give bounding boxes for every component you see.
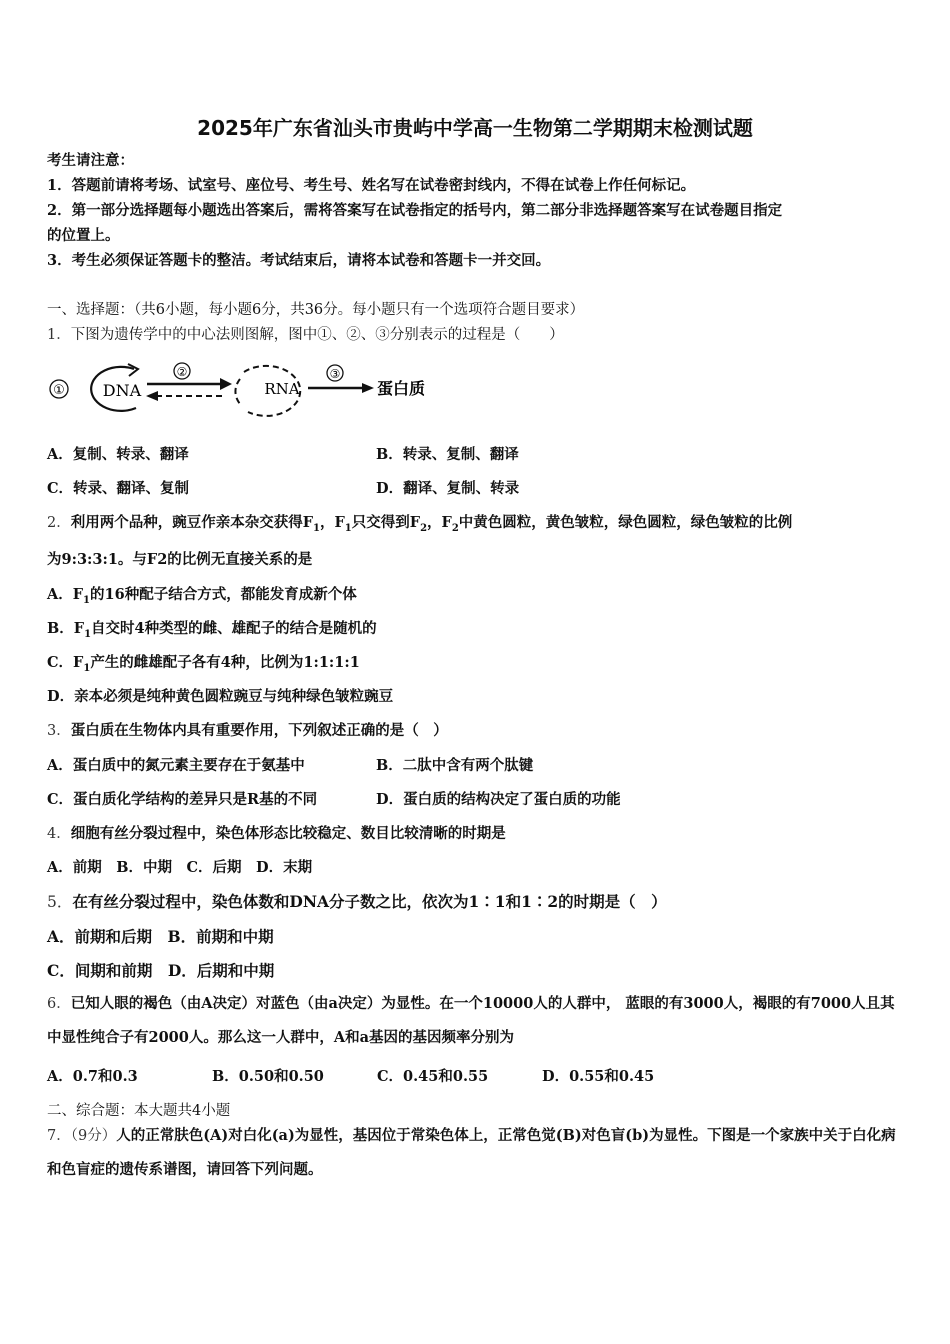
notice-item-2: 2．第一部分选择题每小题选出答案后，需将答案写在试卷指定的括号内，第二部分非选择题答案写在试卷题目指定 — [47, 202, 783, 219]
question-number: 1． — [47, 327, 71, 343]
process-3-label: ③ — [329, 367, 341, 381]
q2-subscript: 1 — [344, 522, 352, 534]
question-4 — [47, 824, 506, 844]
process-2-label: ② — [176, 365, 188, 379]
replication-arrowhead — [128, 364, 138, 376]
question-1 — [47, 325, 564, 345]
translation-arrowhead — [362, 383, 374, 393]
question-score: （9分） — [70, 1128, 117, 1144]
q3-option-a[interactable]: A．蛋白质中的氮元素主要存在于氨基中 — [47, 757, 305, 774]
section-heading-choice: 一、选择题：（共6小题，每小题6分，共36分。每小题只有一个选项符合题目要求） — [47, 302, 585, 318]
question-number: 4． — [47, 826, 71, 842]
q2-stem-part: ，F — [427, 514, 452, 531]
q6-option-b[interactable]: B．0.50和0.50 — [212, 1068, 324, 1085]
option-subscript: 1 — [83, 594, 91, 606]
q4-options[interactable]: A．前期 B．中期 C．后期 D．末期 — [47, 859, 313, 876]
q2-subscript: 1 — [313, 522, 320, 534]
option-text: 产生的雌雄配子各有4种，比例为1:1:1:1 — [90, 654, 360, 671]
q1-option-c[interactable]: C．转录、翻译、复制 — [47, 480, 190, 497]
protein-label: 蛋白质 — [377, 379, 426, 398]
q1-option-a[interactable]: A．复制、转录、翻译 — [47, 446, 189, 463]
option-text: A．F — [47, 586, 84, 603]
question-number: 7． — [47, 1128, 71, 1144]
question-stem: 下图为遗传学中的中心法则图解，图中①、②、③分别表示的过程是（ ） — [70, 327, 564, 343]
option-text: 的16种配子结合方式，都能发育成新个体 — [90, 586, 357, 603]
question-6 — [47, 987, 907, 1055]
q6-option-c[interactable]: C．0.45和0.55 — [377, 1068, 489, 1085]
page-title: 2025年广东省汕头市贵屿中学高一生物第二学期期末检测试题 — [197, 116, 753, 140]
q3-option-c[interactable]: C．蛋白质化学结构的差异只是R基的不同 — [47, 791, 318, 808]
option-text: C．F — [47, 654, 84, 671]
option-text: 自交时4种类型的雌、雄配子的结合是随机的 — [91, 620, 377, 637]
q5-options-row-1[interactable]: A．前期和后期 B．前期和中期 — [47, 927, 274, 946]
q2-option-c[interactable] — [47, 653, 360, 679]
q2-option-a[interactable] — [47, 585, 357, 611]
question-number: 5． — [47, 893, 73, 911]
question-2 — [47, 513, 792, 539]
section-heading-comprehensive: 二、综合题：本大题共4小题 — [47, 1103, 231, 1119]
question-stem: 蛋白质在生物体内具有重要作用，下列叙述正确的是（ ） — [70, 722, 448, 739]
q2-subscript: 2 — [420, 522, 428, 534]
q6-option-a[interactable]: A．0.7和0.3 — [47, 1068, 138, 1085]
question-number: 2． — [47, 515, 71, 531]
option-subscript: 1 — [83, 662, 91, 674]
notice-item-2-cont: 的位置上。 — [47, 227, 120, 244]
q5-options-row-2[interactable]: C．间期和前期 D．后期和中期 — [47, 961, 275, 980]
q2-option-d[interactable]: D．亲本必须是纯种黄色圆粒豌豆与纯种绿色皱粒豌豆 — [47, 688, 394, 705]
q2-stem-part: 中黄色圆粒，黄色皱粒，绿色圆粒，绿色皱粒的比例 — [458, 514, 793, 531]
question-7 — [47, 1119, 907, 1187]
notice-heading: 考生请注意： — [47, 152, 134, 169]
question-stem: 细胞有丝分裂过程中，染色体形态比较稳定、数目比较清晰的时期是 — [70, 825, 506, 842]
rna-label: RNA — [264, 380, 300, 398]
q6-option-d[interactable]: D．0.55和0.45 — [542, 1068, 655, 1085]
question-number: 3． — [47, 723, 71, 739]
central-dogma-diagram — [44, 352, 444, 422]
transcription-arrowhead — [220, 378, 232, 390]
question-2-cont: 为9:3:3:1。与F2的比例无直接关系的是 — [47, 551, 313, 568]
q2-stem-part: 只交得到F — [351, 514, 421, 531]
q2-option-b[interactable] — [47, 619, 377, 645]
q1-option-d[interactable]: D．翻译、复制、转录 — [376, 480, 520, 497]
q3-option-b[interactable]: B．二肽中含有两个肽键 — [376, 757, 534, 774]
process-1-label: ① — [53, 383, 65, 398]
question-stem: 人的正常肤色(A)对白化(a)为显性，基因位于常染色体上，正常色觉(B)对色盲(b)为显性。下图是一个家族中关于白化病和色盲症的遗传系谱图，请回答下列问题。 — [47, 1127, 896, 1178]
question-number: 6． — [47, 996, 71, 1012]
option-subscript: 1 — [84, 628, 92, 640]
q3-option-d[interactable]: D．蛋白质的结构决定了蛋白质的功能 — [376, 791, 621, 808]
question-5 — [47, 892, 667, 912]
notice-item-1: 1．答题前请将考场、试室号、座位号、考生号、姓名写在试卷密封线内，不得在试卷上作任何标记。 — [47, 177, 696, 194]
dna-label: DNA — [102, 381, 142, 400]
q2-stem-part: ，F — [320, 514, 345, 531]
q2-subscript: 2 — [451, 522, 459, 534]
q1-option-b[interactable]: B．转录、复制、翻译 — [376, 446, 519, 463]
question-3 — [47, 721, 448, 741]
q2-stem-part: 利用两个品种，豌豆作亲本杂交获得F — [70, 514, 314, 531]
option-text: B．F — [47, 620, 85, 637]
question-stem: 在有丝分裂过程中，染色体数和DNA分子数之比，依次为1∶1和1∶2的时期是（ ） — [72, 892, 667, 911]
notice-item-3: 3．考生必须保证答题卡的整洁。考试结束后，请将本试卷和答题卡一并交回。 — [47, 252, 551, 269]
question-stem: 已知人眼的褐色（由A决定）对蓝色（由a决定）为显性。在一个10000人的人群中， 蓝眼的有3000人，褐眼的有7000人且其中显性纯合子有2000人。那么这一人群中，A和a基因的基因频率分别为 — [47, 995, 895, 1046]
reverse-transcription-arrowhead — [146, 391, 158, 401]
